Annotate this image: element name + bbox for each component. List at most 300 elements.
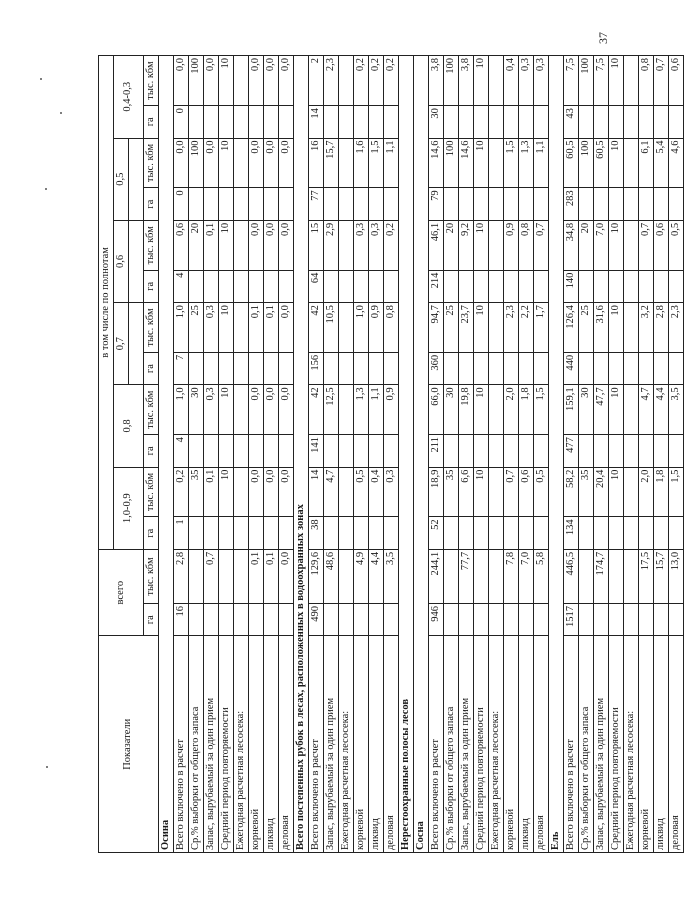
value-cell <box>384 352 399 384</box>
row-label: Средний период повторяемости <box>219 636 234 853</box>
value-cell <box>489 467 504 517</box>
value-cell: 79 <box>429 188 444 220</box>
value-cell <box>594 435 609 467</box>
value-cell: 0,8 <box>384 303 399 353</box>
value-cell <box>609 549 624 603</box>
value-cell: 0,9 <box>384 385 399 435</box>
value-cell <box>264 435 279 467</box>
unit-volume-header: тыс. кбм <box>144 467 159 517</box>
value-cell <box>654 270 669 302</box>
value-cell <box>654 435 669 467</box>
value-cell <box>474 270 489 302</box>
value-cell: 25 <box>579 303 594 353</box>
value-cell <box>444 352 459 384</box>
value-cell: 10 <box>474 138 489 188</box>
value-cell: 77,7 <box>459 549 474 603</box>
value-cell <box>204 106 219 138</box>
value-cell <box>489 138 504 188</box>
value-cell: 2,3 <box>324 56 339 106</box>
value-cell: 0,9 <box>504 220 519 270</box>
value-cell: 1,8 <box>519 385 534 435</box>
unit-ha-header: га <box>144 106 159 138</box>
value-cell <box>594 517 609 549</box>
value-cell <box>519 435 534 467</box>
value-cell <box>654 106 669 138</box>
value-cell <box>339 303 354 353</box>
rotated-table-container <box>98 55 681 853</box>
value-cell <box>459 517 474 549</box>
value-cell <box>369 517 384 549</box>
value-cell <box>474 188 489 220</box>
value-cell: 0,1 <box>249 549 264 603</box>
value-cell <box>534 352 549 384</box>
value-cell <box>219 549 234 603</box>
value-cell: 100 <box>579 138 594 188</box>
value-cell <box>354 604 369 636</box>
value-cell: 35 <box>189 467 204 517</box>
value-cell <box>354 435 369 467</box>
scan-speck <box>46 766 48 768</box>
value-cell <box>384 517 399 549</box>
value-cell: 1,3 <box>354 385 369 435</box>
value-cell <box>579 352 594 384</box>
section-row <box>549 56 564 853</box>
value-cell: 30 <box>444 385 459 435</box>
value-cell: 0,0 <box>249 138 264 188</box>
value-cell: 18,9 <box>429 467 444 517</box>
table-row <box>324 56 339 853</box>
table-row <box>519 56 534 853</box>
value-cell: 7,5 <box>594 56 609 106</box>
value-cell <box>279 352 294 384</box>
value-cell <box>339 467 354 517</box>
value-cell: 0,0 <box>249 467 264 517</box>
value-cell <box>504 106 519 138</box>
value-cell: 0,7 <box>504 467 519 517</box>
value-cell <box>669 352 684 384</box>
value-cell <box>624 188 639 220</box>
value-cell: 23,7 <box>459 303 474 353</box>
value-cell <box>534 188 549 220</box>
value-cell: 10 <box>474 56 489 106</box>
value-cell: 2,3 <box>504 303 519 353</box>
value-cell <box>279 188 294 220</box>
value-cell: 14,6 <box>429 138 444 188</box>
value-cell: 159,1 <box>564 385 579 435</box>
value-cell <box>219 188 234 220</box>
value-cell: 0,1 <box>264 549 279 603</box>
value-cell: 446,5 <box>564 549 579 603</box>
value-cell <box>609 517 624 549</box>
value-cell: 1,8 <box>654 467 669 517</box>
value-cell: 174,7 <box>594 549 609 603</box>
row-label: Ежегодная расчетная лесосека: <box>624 636 639 853</box>
value-cell <box>354 106 369 138</box>
row-label: Всего включено в расчет <box>429 636 444 853</box>
value-cell <box>339 220 354 270</box>
value-cell: 490 <box>309 604 324 636</box>
value-cell: 25 <box>444 303 459 353</box>
row-label: ликвид <box>519 636 534 853</box>
value-cell <box>474 435 489 467</box>
value-cell: 0,8 <box>639 56 654 106</box>
value-cell: 1 <box>174 517 189 549</box>
header-spacer <box>129 303 144 385</box>
logging-calculation-table <box>98 55 684 853</box>
value-cell: 10 <box>609 220 624 270</box>
value-cell: 7,8 <box>504 549 519 603</box>
value-cell: 10 <box>474 220 489 270</box>
value-cell <box>504 188 519 220</box>
value-cell <box>579 517 594 549</box>
value-cell <box>624 352 639 384</box>
value-cell: 66,0 <box>429 385 444 435</box>
value-cell <box>324 517 339 549</box>
value-cell <box>249 270 264 302</box>
unit-volume-header: тыс. кбм <box>144 385 159 435</box>
value-cell <box>204 435 219 467</box>
section-label: Ель <box>549 56 564 853</box>
value-cell <box>234 220 249 270</box>
value-cell: 20 <box>579 220 594 270</box>
row-label: Ежегодная расчетная лесосека: <box>339 636 354 853</box>
value-cell <box>369 270 384 302</box>
value-cell: 10 <box>474 385 489 435</box>
value-cell: 0,0 <box>279 549 294 603</box>
unit-ha-header: га <box>144 188 159 220</box>
value-cell: 0,1 <box>204 220 219 270</box>
row-label: Запас, вырубаемый за один прием <box>594 636 609 853</box>
value-cell: 0 <box>174 106 189 138</box>
table-row <box>459 56 474 853</box>
value-cell <box>639 435 654 467</box>
value-cell: 100 <box>444 138 459 188</box>
unit-volume-header: тыс. кбм <box>144 303 159 353</box>
table-row <box>639 56 654 853</box>
row-label: корневой <box>504 636 519 853</box>
value-cell <box>639 604 654 636</box>
by-density-header: в том числе по полнотам <box>99 56 114 550</box>
density-header: 0,8 <box>114 385 144 467</box>
value-cell <box>624 270 639 302</box>
value-cell: 0,0 <box>249 56 264 106</box>
value-cell <box>204 270 219 302</box>
value-cell <box>339 270 354 302</box>
value-cell: 77 <box>309 188 324 220</box>
table-row <box>474 56 489 853</box>
table-row <box>654 56 669 853</box>
value-cell: 42 <box>309 303 324 353</box>
row-label: Всего включено в расчет <box>564 636 579 853</box>
value-cell: 214 <box>429 270 444 302</box>
value-cell <box>489 385 504 435</box>
value-cell <box>519 106 534 138</box>
value-cell <box>234 352 249 384</box>
value-cell <box>609 270 624 302</box>
value-cell <box>624 467 639 517</box>
table-row <box>249 56 264 853</box>
row-label: корневой <box>354 636 369 853</box>
value-cell <box>384 270 399 302</box>
value-cell: 946 <box>429 604 444 636</box>
section-row <box>399 56 414 853</box>
value-cell: 3,8 <box>429 56 444 106</box>
value-cell: 5,8 <box>534 549 549 603</box>
value-cell <box>384 435 399 467</box>
header-spacer <box>129 220 144 302</box>
value-cell <box>504 517 519 549</box>
value-cell: 0,0 <box>264 56 279 106</box>
value-cell: 0,0 <box>264 220 279 270</box>
table-row <box>339 56 354 853</box>
value-cell: 3,2 <box>639 303 654 353</box>
value-cell: 10,5 <box>324 303 339 353</box>
section-row <box>414 56 429 853</box>
value-cell <box>579 604 594 636</box>
value-cell: 4 <box>174 435 189 467</box>
value-cell: 0,2 <box>384 56 399 106</box>
value-cell <box>324 270 339 302</box>
value-cell <box>339 138 354 188</box>
value-cell: 14 <box>309 467 324 517</box>
value-cell: 17,5 <box>639 549 654 603</box>
table-row <box>594 56 609 853</box>
value-cell: 19,8 <box>459 385 474 435</box>
value-cell: 1,0 <box>354 303 369 353</box>
value-cell: 0,0 <box>264 138 279 188</box>
row-label: ликвид <box>369 636 384 853</box>
value-cell <box>669 188 684 220</box>
value-cell: 360 <box>429 352 444 384</box>
row-label: ликвид <box>264 636 279 853</box>
table-row <box>384 56 399 853</box>
value-cell: 35 <box>444 467 459 517</box>
value-cell <box>264 604 279 636</box>
value-cell <box>369 352 384 384</box>
value-cell <box>234 517 249 549</box>
value-cell: 48,6 <box>324 549 339 603</box>
value-cell: 0,1 <box>249 303 264 353</box>
value-cell: 1,1 <box>534 138 549 188</box>
value-cell <box>324 604 339 636</box>
value-cell <box>459 352 474 384</box>
row-label: деловая <box>384 636 399 853</box>
value-cell: 244,1 <box>429 549 444 603</box>
value-cell <box>249 106 264 138</box>
value-cell <box>534 517 549 549</box>
value-cell: 0,2 <box>354 56 369 106</box>
value-cell: 42 <box>309 385 324 435</box>
value-cell <box>609 435 624 467</box>
density-header: 0,7 <box>114 303 129 385</box>
value-cell: 2,8 <box>654 303 669 353</box>
value-cell <box>654 517 669 549</box>
value-cell <box>519 604 534 636</box>
value-cell: 20 <box>189 220 204 270</box>
value-cell <box>594 188 609 220</box>
value-cell: 0,0 <box>174 56 189 106</box>
row-label: Запас, вырубаемый за один прием <box>324 636 339 853</box>
value-cell <box>279 270 294 302</box>
value-cell: 38 <box>309 517 324 549</box>
value-cell <box>489 435 504 467</box>
value-cell: 0,3 <box>204 303 219 353</box>
value-cell <box>609 106 624 138</box>
value-cell <box>234 188 249 220</box>
value-cell <box>504 352 519 384</box>
value-cell <box>189 106 204 138</box>
value-cell: 1,7 <box>534 303 549 353</box>
total-header: всего <box>99 549 144 636</box>
value-cell <box>249 188 264 220</box>
value-cell <box>189 549 204 603</box>
row-label: корневой <box>639 636 654 853</box>
value-cell <box>609 604 624 636</box>
table-row <box>444 56 459 853</box>
value-cell <box>489 220 504 270</box>
value-cell <box>189 604 204 636</box>
value-cell <box>234 138 249 188</box>
value-cell: 10 <box>609 303 624 353</box>
row-label: деловая <box>279 636 294 853</box>
row-label: Ежегодная расчетная лесосека: <box>234 636 249 853</box>
row-label: деловая <box>534 636 549 853</box>
value-cell: 7,5 <box>564 56 579 106</box>
value-cell <box>264 352 279 384</box>
value-cell: 126,4 <box>564 303 579 353</box>
value-cell: 15 <box>309 220 324 270</box>
value-cell: 100 <box>189 56 204 106</box>
value-cell: 0,7 <box>639 220 654 270</box>
table-row <box>189 56 204 853</box>
value-cell: 10 <box>219 467 234 517</box>
value-cell <box>579 435 594 467</box>
row-label: ликвид <box>654 636 669 853</box>
row-label: Ср.% выборки от общего запаса <box>189 636 204 853</box>
value-cell: 16 <box>309 138 324 188</box>
value-cell: 1,1 <box>384 138 399 188</box>
density-header: 1,0-0,9 <box>114 467 144 549</box>
row-label: Всего включено в расчет <box>309 636 324 853</box>
value-cell <box>384 106 399 138</box>
value-cell <box>624 106 639 138</box>
value-cell: 1,0 <box>174 303 189 353</box>
value-cell <box>444 270 459 302</box>
value-cell <box>279 106 294 138</box>
table-row <box>369 56 384 853</box>
value-cell <box>624 385 639 435</box>
section-label: Осина <box>159 56 174 853</box>
value-cell: 10 <box>474 467 489 517</box>
value-cell: 10 <box>609 385 624 435</box>
value-cell <box>384 604 399 636</box>
value-cell: 0,0 <box>279 220 294 270</box>
value-cell <box>669 270 684 302</box>
value-cell <box>234 385 249 435</box>
value-cell <box>474 549 489 603</box>
value-cell: 6,1 <box>639 138 654 188</box>
table-row <box>609 56 624 853</box>
value-cell: 4,7 <box>324 467 339 517</box>
value-cell: 0,0 <box>204 138 219 188</box>
value-cell: 10 <box>219 56 234 106</box>
value-cell: 7,0 <box>594 220 609 270</box>
value-cell <box>579 549 594 603</box>
value-cell: 2,2 <box>519 303 534 353</box>
value-cell: 10 <box>609 467 624 517</box>
scan-speck <box>60 112 62 114</box>
value-cell: 4,9 <box>354 549 369 603</box>
section-row <box>159 56 174 853</box>
value-cell <box>474 106 489 138</box>
table-row <box>354 56 369 853</box>
value-cell: 13,0 <box>669 549 684 603</box>
row-label: Ср.% выборки от общего запаса <box>579 636 594 853</box>
value-cell: 0,3 <box>384 467 399 517</box>
value-cell: 0,2 <box>174 467 189 517</box>
value-cell <box>234 303 249 353</box>
value-cell <box>504 435 519 467</box>
value-cell: 10 <box>219 385 234 435</box>
value-cell: 0,3 <box>354 220 369 270</box>
table-row <box>669 56 684 853</box>
indicator-header: Показатели <box>99 636 159 853</box>
value-cell <box>519 517 534 549</box>
value-cell <box>189 517 204 549</box>
value-cell: 20 <box>444 220 459 270</box>
value-cell <box>444 604 459 636</box>
value-cell: 0,0 <box>204 56 219 106</box>
value-cell <box>489 352 504 384</box>
value-cell: 0,5 <box>669 220 684 270</box>
value-cell <box>234 604 249 636</box>
value-cell: 2,0 <box>504 385 519 435</box>
scan-speck <box>45 188 47 190</box>
row-label: Ср.% выборки от общего запаса <box>444 636 459 853</box>
table-row <box>504 56 519 853</box>
value-cell: 0,0 <box>279 56 294 106</box>
value-cell: 46,1 <box>429 220 444 270</box>
value-cell <box>489 56 504 106</box>
value-cell <box>474 604 489 636</box>
value-cell: 1,1 <box>369 385 384 435</box>
value-cell: 0,0 <box>249 385 264 435</box>
value-cell: 43 <box>564 106 579 138</box>
value-cell <box>324 435 339 467</box>
value-cell <box>459 435 474 467</box>
value-cell: 0,2 <box>369 56 384 106</box>
value-cell: 31,6 <box>594 303 609 353</box>
value-cell: 0,2 <box>384 220 399 270</box>
value-cell <box>639 188 654 220</box>
row-label: Запас, вырубаемый за один прием <box>459 636 474 853</box>
value-cell <box>339 517 354 549</box>
value-cell: 6,6 <box>459 467 474 517</box>
value-cell <box>594 604 609 636</box>
section-label: Всего постепенных рубок в лесах, расположенных в водоохранных зонах <box>294 56 309 853</box>
value-cell: 440 <box>564 352 579 384</box>
value-cell: 0,4 <box>504 56 519 106</box>
table-row <box>174 56 189 853</box>
value-cell: 4,4 <box>369 549 384 603</box>
unit-ha-header: га <box>144 435 159 467</box>
value-cell: 58,2 <box>564 467 579 517</box>
value-cell: 0,1 <box>204 467 219 517</box>
value-cell <box>234 549 249 603</box>
value-cell <box>594 270 609 302</box>
value-cell: 0,8 <box>519 220 534 270</box>
row-label: Ежегодная расчетная лесосека: <box>489 636 504 853</box>
